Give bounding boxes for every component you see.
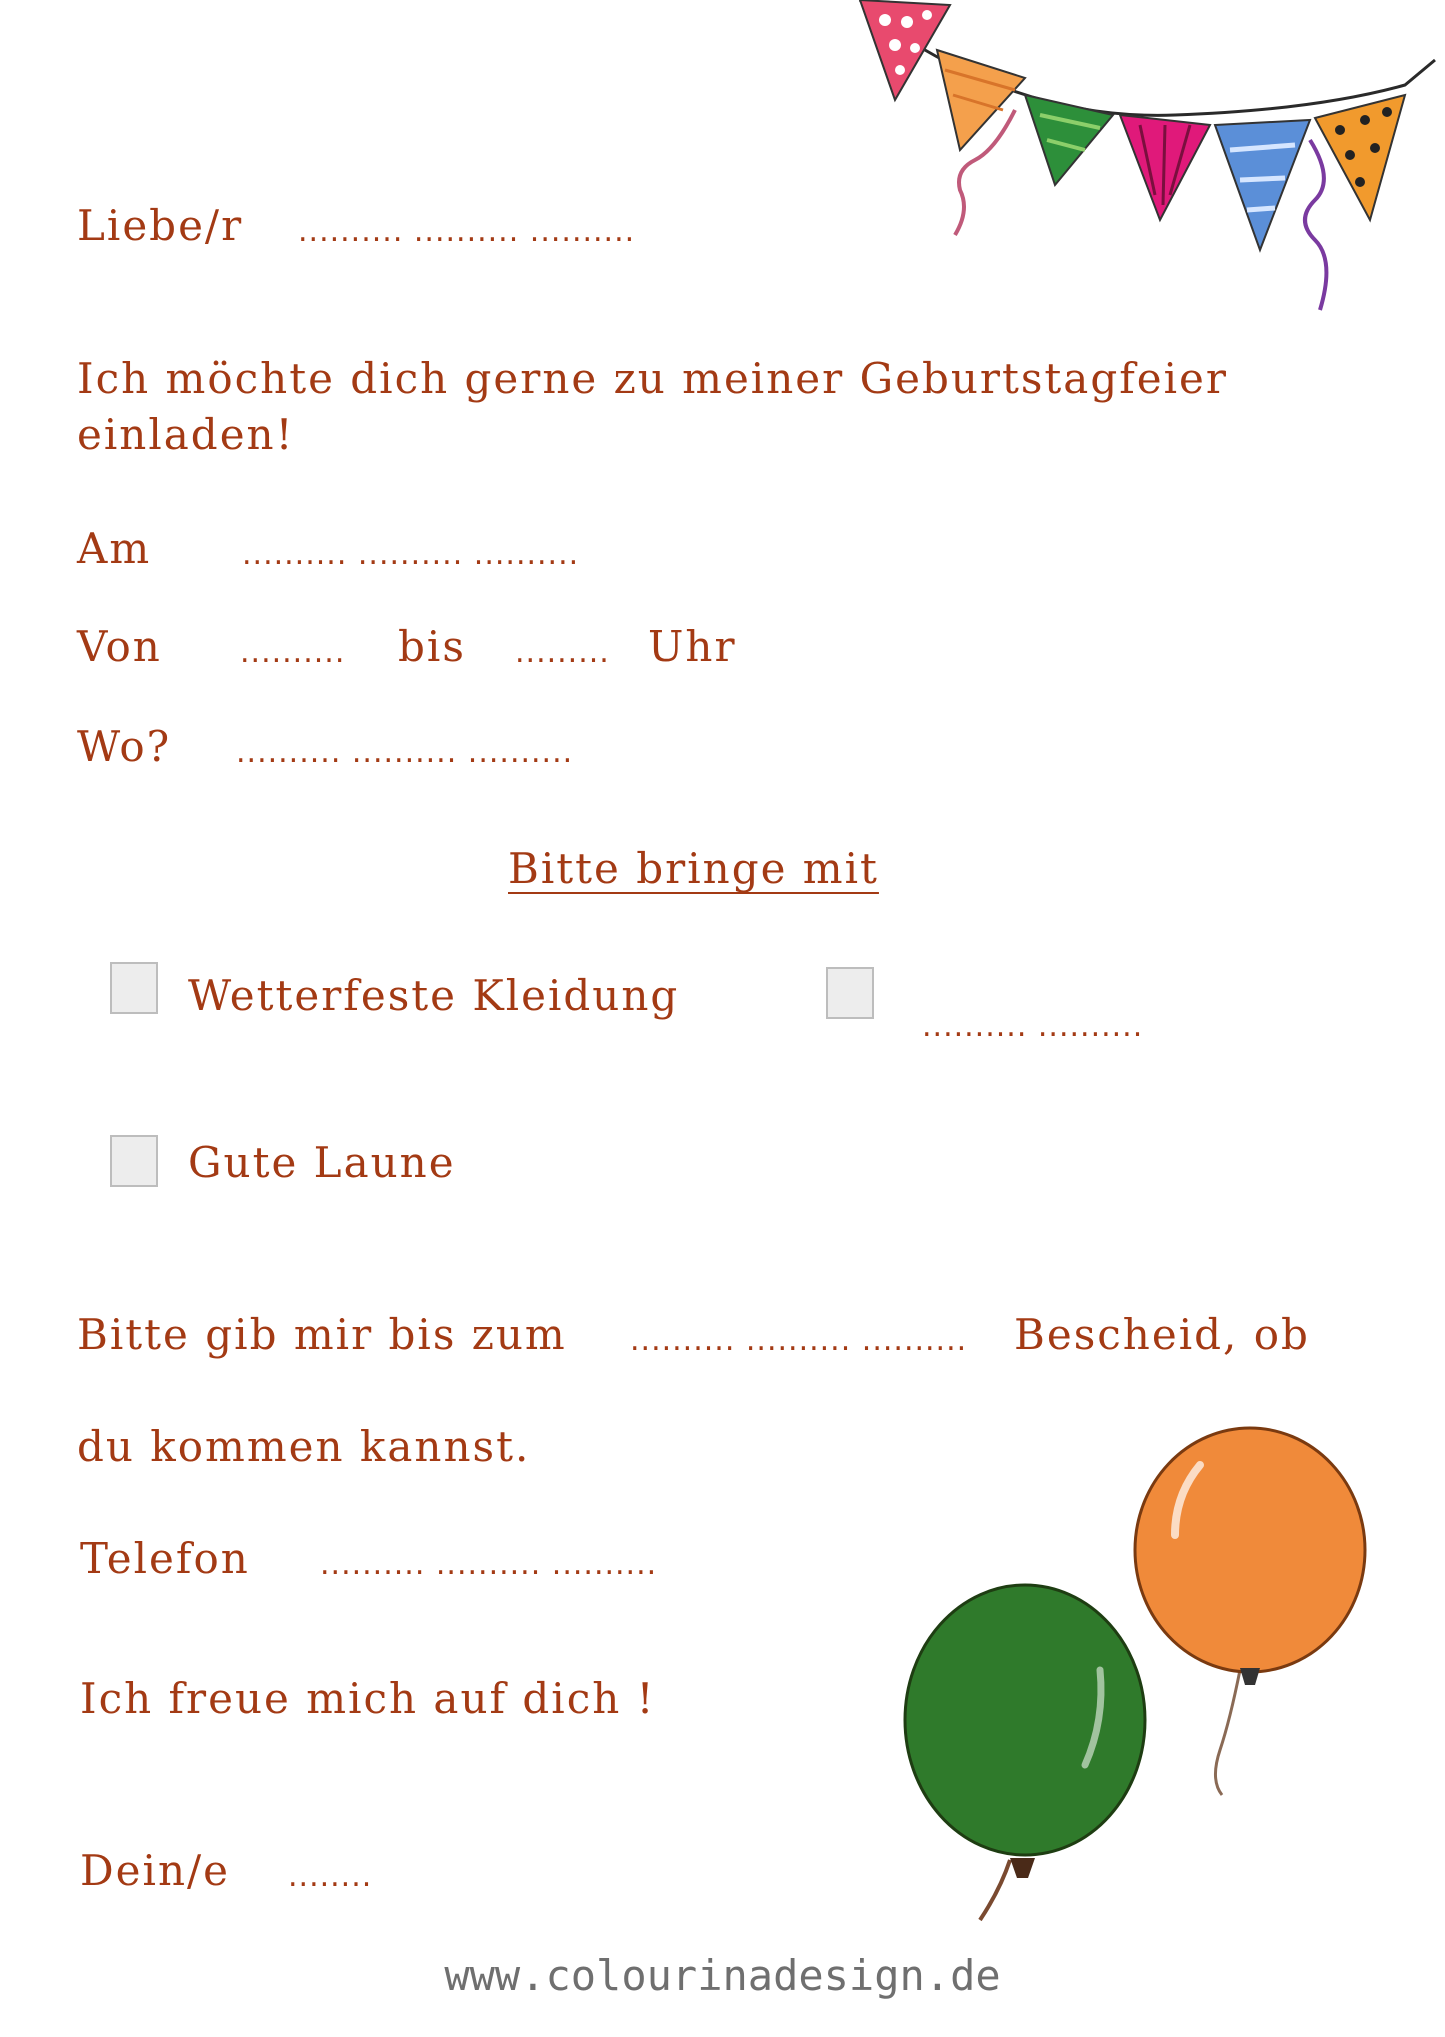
phone-blank[interactable]: .......... .......... .......... [320, 1547, 658, 1582]
signature-label: Dein/e [80, 1846, 231, 1895]
date-blank[interactable]: .......... .......... .......... [242, 537, 580, 572]
intro-line-2: einladen! [77, 410, 295, 459]
time-bis-label: bis [398, 622, 466, 671]
date-label: Am [77, 524, 152, 573]
rsvp-line-2: du kommen kannst. [77, 1422, 531, 1471]
phone-label: Telefon [80, 1534, 250, 1583]
place-blank[interactable]: .......... .......... .......... [236, 735, 574, 770]
closing-text: Ich freue mich auf dich ! [80, 1674, 656, 1723]
time-from-blank[interactable]: .......... [240, 635, 346, 670]
rsvp-line-1-start: Bitte gib mir bis zum [77, 1310, 567, 1359]
signature-blank[interactable]: ........ [288, 1859, 373, 1894]
balloons-icon [900, 1400, 1400, 1940]
bring-item-1: Wetterfeste Kleidung [188, 971, 680, 1020]
rsvp-line-1-end: Bescheid, ob [1014, 1310, 1310, 1359]
footer-url: www.colourinadesign.de [444, 1951, 1001, 2000]
checkbox-gute-laune[interactable] [110, 1135, 158, 1187]
time-unit-label: Uhr [648, 622, 737, 671]
time-from-label: Von [77, 622, 162, 671]
checkbox-custom-item[interactable] [826, 967, 874, 1019]
bring-item-3-blank[interactable]: .......... .......... [922, 1009, 1144, 1044]
time-to-blank[interactable]: ......... [515, 635, 610, 670]
greeting-label: Liebe/r [77, 201, 244, 250]
rsvp-date-blank[interactable]: .......... .......... .......... [630, 1323, 968, 1358]
checkbox-wetterfeste-kleidung[interactable] [110, 962, 158, 1014]
greeting-blank[interactable]: .......... .......... .......... [298, 214, 636, 249]
intro-line-1: Ich möchte dich gerne zu meiner Geburtstagfeier [77, 354, 1228, 403]
bring-item-2: Gute Laune [188, 1138, 456, 1187]
bring-title: Bitte bringe mit [508, 844, 879, 893]
bunting-garland-icon [845, 0, 1445, 320]
place-label: Wo? [77, 722, 172, 771]
